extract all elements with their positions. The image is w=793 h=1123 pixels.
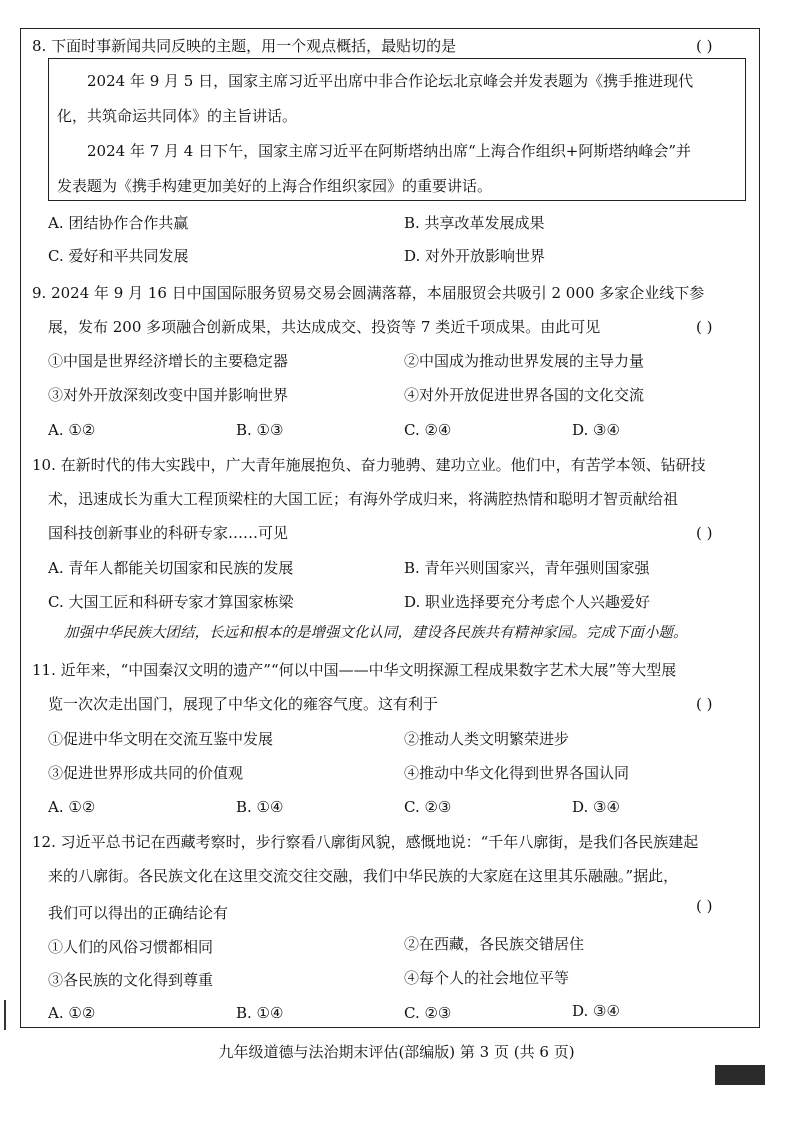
q11-option-a: A. ①②: [48, 798, 96, 816]
q9-answer-paren: ( ): [696, 318, 713, 336]
q8-material-line-2: 化，共筑命运共同体》的主旨讲话。: [57, 107, 298, 125]
q12-statement-3: ③各民族的文化得到尊重: [48, 971, 214, 989]
q12-stem-line-1: 12. 习近平总书记在西藏考察时，步行察看八廓街风貌，感慨地说：“千年八廓街，是我们各民族建起: [32, 833, 699, 851]
q8-material-box: [48, 58, 746, 201]
q8-option-c: C. 爱好和平共同发展: [48, 247, 189, 265]
q12-option-d: D. ③④: [572, 1002, 620, 1020]
q11-option-d: D. ③④: [572, 798, 620, 816]
q10-option-d: D. 职业选择要充分考虑个人兴趣爱好: [404, 593, 651, 611]
q12-stem-line-3: 我们可以得出的正确结论有: [48, 904, 229, 922]
q11-statement-4: ④推动中华文化得到世界各国认同: [404, 764, 630, 782]
q9-option-a: A. ①②: [48, 421, 96, 439]
q9-stem-line-2: 展，发布 200 多项融合创新成果，共达成成交、投资等 7 类近千项成果。由此可见: [48, 318, 601, 336]
q9-statement-1: ①中国是世界经济增长的主要稳定器: [48, 352, 289, 370]
q8-material-line-1: 2024 年 9 月 5 日，国家主席习近平出席中非合作论坛北京峰会并发表题为《携手推进现代: [87, 72, 694, 90]
q8-material-line-3: 2024 年 7 月 4 日下午，国家主席习近平在阿斯塔纳出席“上海合作组织+阿斯塔纳峰会”并: [87, 142, 692, 160]
page-footer: 九年级道德与法治期末评估(部编版) 第 3 页 (共 6 页): [218, 1043, 575, 1061]
q9-statement-4: ④对外开放促进世界各国的文化交流: [404, 386, 645, 404]
q12-statement-2: ②在西藏，各民族交错居住: [404, 935, 585, 953]
q8-option-a: A. 团结协作合作共赢: [48, 214, 189, 232]
q11-statement-3: ③促进世界形成共同的价值观: [48, 764, 244, 782]
q10-stem-line-3: 国科技创新事业的科研专家……可见: [48, 524, 289, 542]
q11-stem-line-1: 11. 近年来，“中国秦汉文明的遗产”“何以中国——中华文明探源工程成果数字艺术大展”等大型展: [32, 661, 677, 679]
q9-statement-3: ③对外开放深刻改变中国并影响世界: [48, 386, 289, 404]
q12-stem-line-2: 来的八廓街。各民族文化在这里交流交往交融，我们中华民族的大家庭在这里其乐融融。”据此，: [48, 867, 679, 885]
q12-statement-4: ④每个人的社会地位平等: [404, 969, 570, 987]
q10-option-a: A. 青年人都能关切国家和民族的发展: [48, 559, 294, 577]
q8-answer-paren: ( ): [696, 37, 713, 55]
q10-option-c: C. 大国工匠和科研专家才算国家栋梁: [48, 593, 294, 611]
q9-statement-2: ②中国成为推动世界发展的主导力量: [404, 352, 645, 370]
q9-option-d: D. ③④: [572, 421, 620, 439]
scan-mark: [715, 1065, 765, 1085]
q11-stem-line-2: 览一次次走出国门，展现了中华文化的雍容气度。这有利于: [48, 695, 439, 713]
section-note: 加强中华民族大团结，长远和根本的是增强文化认同，建设各民族共有精神家园。完成下面小题。: [64, 625, 688, 641]
q11-statement-1: ①促进中华文明在交流互鉴中发展: [48, 730, 274, 748]
q9-stem-line-1: 9. 2024 年 9 月 16 日中国国际服务贸易交易会圆满落幕，本届服贸会共吸引 2 000 多家企业线下参: [32, 284, 705, 302]
q11-statement-2: ②推动人类文明繁荣进步: [404, 730, 570, 748]
edge-mark: [4, 1000, 6, 1030]
q9-option-b: B. ①③: [236, 421, 284, 439]
q12-statement-1: ①人们的风俗习惯都相同: [48, 938, 214, 956]
q12-option-c: C. ②③: [404, 1004, 452, 1022]
q8-option-d: D. 对外开放影响世界: [404, 247, 546, 265]
q11-option-b: B. ①④: [236, 798, 284, 816]
q8-option-b: B. 共享改革发展成果: [404, 214, 545, 232]
q12-option-b: B. ①④: [236, 1004, 284, 1022]
q12-option-a: A. ①②: [48, 1004, 96, 1022]
q8-stem: 8. 下面时事新闻共同反映的主题，用一个观点概括，最贴切的是: [32, 37, 457, 55]
q10-option-b: B. 青年兴则国家兴，青年强则国家强: [404, 559, 650, 577]
q9-option-c: C. ②④: [404, 421, 452, 439]
q12-answer-paren: ( ): [696, 897, 713, 915]
q10-stem-line-1: 10. 在新时代的伟大实践中，广大青年施展抱负、奋力驰骋、建功立业。他们中，有苦学本领、钻研技: [32, 456, 706, 474]
q10-answer-paren: ( ): [696, 524, 713, 542]
q8-material-line-4: 发表题为《携手构建更加美好的上海合作组织家园》的重要讲话。: [57, 177, 493, 195]
q10-stem-line-2: 术，迅速成长为重大工程顶梁柱的大国工匠；有海外学成归来，将满腔热情和聪明才智贡献给祖: [48, 490, 679, 508]
q11-answer-paren: ( ): [696, 695, 713, 713]
q11-option-c: C. ②③: [404, 798, 452, 816]
